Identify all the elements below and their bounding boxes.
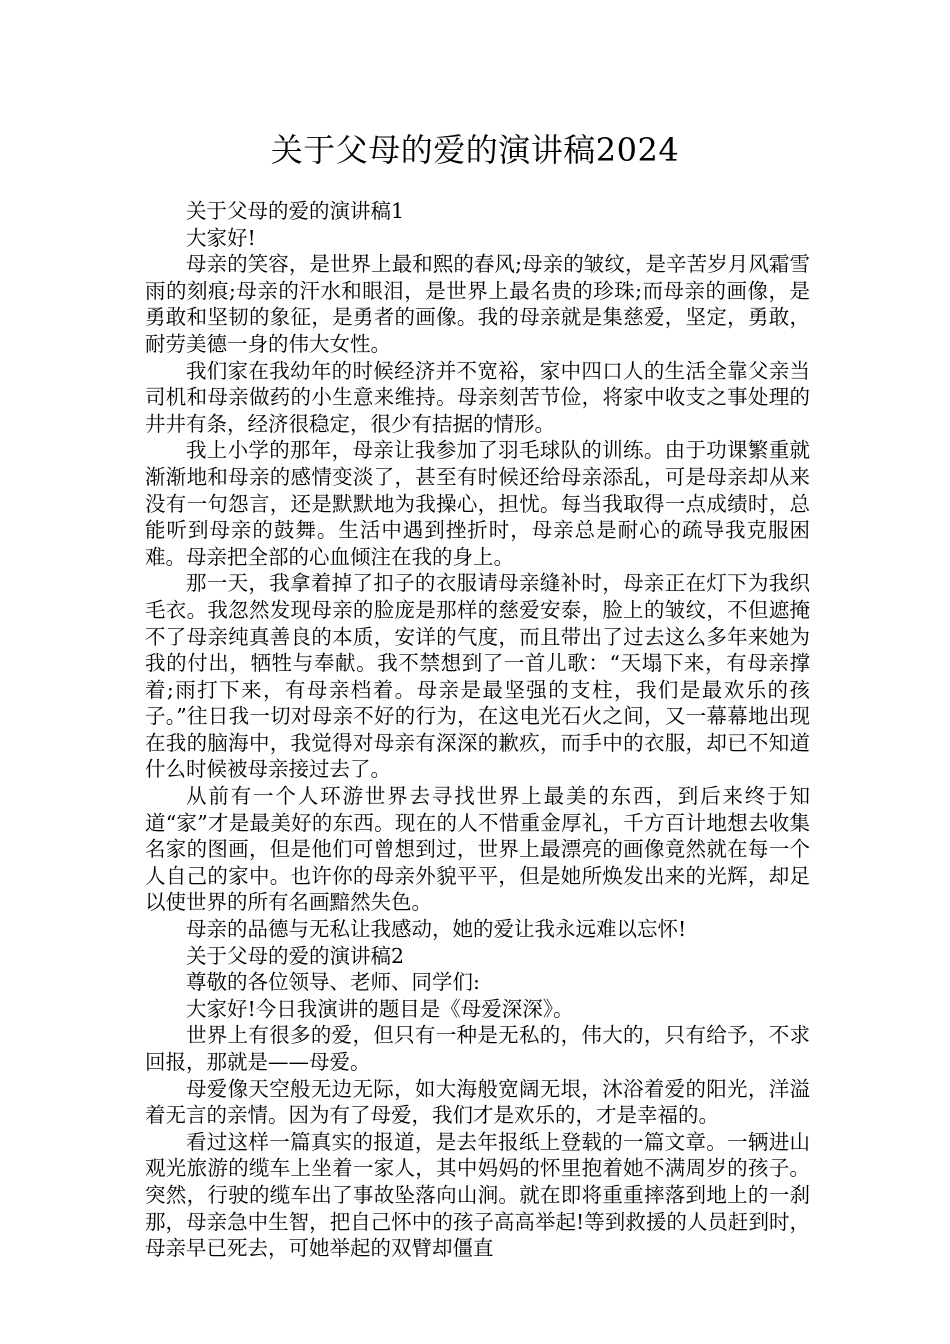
document-title: 关于父母的爱的演讲稿2024 [270,131,680,169]
greeting: 大家好! [186,225,256,250]
paragraph: 从前有一个人环游世界去寻找世界上最美的东西，到后来终于知道“家”才是最美好的东西。现在的人不惜重金厚礼，千方百计地想去收集名家的图画，但是他们可曾想到过，世界上最漂亮的画像竟然就在每一个人自己的家中。也许你的母亲外貌平平，但是她所焕发出来的光辉，却足以使世界的所有名画黯然失色。 [145,784,810,915]
section-heading-2: 关于父母的爱的演讲稿2 [186,943,405,968]
paragraph: 母亲的品德与无私让我感动，她的爱让我永远难以忘怀! [186,917,687,942]
paragraph: 母亲的笑容，是世界上最和熙的春风;母亲的皱纹，是辛苦岁月风霜雪雨的刻痕;母亲的汗水和眼泪，是世界上最名贵的珍珠;而母亲的画像，是勇敢和坚韧的象征，是勇者的画像。我的母亲就是集慈爱，坚定，勇敢，耐劳美德一身的伟大女性。 [145,252,810,356]
paragraph: 我们家在我幼年的时候经济并不宽裕，家中四口人的生活全靠父亲当司机和母亲做药的小生意来维持。母亲刻苦节俭，将家中收支之事处理的井井有条，经济很稳定，很少有拮据的情形。 [145,358,810,436]
greeting: 大家好!今日我演讲的题目是《母爱深深》。 [186,996,574,1021]
section-heading-1: 关于父母的爱的演讲稿1 [186,199,405,223]
paragraph: 看过这样一篇真实的报道，是去年报纸上登载的一篇文章。一辆进山观光旅游的缆车上坐着一家人，其中妈妈的怀里抱着她不满周岁的孩子。突然，行驶的缆车出了事故坠落向山涧。就在即将重重摔落到地上的一刹那，母亲急中生智，把自己怀中的孩子高高举起!等到救援的人员赶到时，母亲早已死去，可她举起的双臂却僵直 [145,1129,810,1261]
document-body [145,198,810,1262]
paragraph: 我上小学的那年，母亲让我参加了羽毛球队的训练。由于功课繁重就渐渐地和母亲的感情变淡了，甚至有时候还给母亲添乱，可是母亲却从来没有一句怨言，还是默默地为我操心，担忧。每当我取得一点成绩时，总能听到母亲的鼓舞。生活中遇到挫折时，母亲总是耐心的疏导我克服困难。母亲把全部的心血倾注在我的身上。 [145,438,810,569]
paragraph: 那一天，我拿着掉了扣子的衣服请母亲缝补时，母亲正在灯下为我织毛衣。我忽然发现母亲的脸庞是那样的慈爱安泰，脸上的皱纹，不但遮掩不了母亲纯真善良的本质，安详的气度，而且带出了过去这么多年来她为我的付出，牺牲与奉献。我不禁想到了一首儿歌：“天塌下来，有母亲撑着;雨打下来，有母亲档着。母亲是最坚强的支柱，我们是最欢乐的孩子。”往日我一切对母亲不好的行为，在这电光石火之间，又一幕幕地出现在我的脑海中，我觉得对母亲有深深的歉疚，而手中的衣服，却已不知道什么时候被母亲接过去了。 [145,571,810,782]
paragraph: 母爱像天空般无边无际，如大海般宽阔无垠，沐浴着爱的阳光，洋溢着无言的亲情。因为有了母爱，我们才是欢乐的，才是幸福的。 [145,1076,810,1128]
paragraph: 世界上有很多的爱，但只有一种是无私的，伟大的，只有给予，不求回报，那就是——母爱。 [145,1023,810,1074]
salutation: 尊敬的各位领导、老师、同学们: [186,970,480,995]
